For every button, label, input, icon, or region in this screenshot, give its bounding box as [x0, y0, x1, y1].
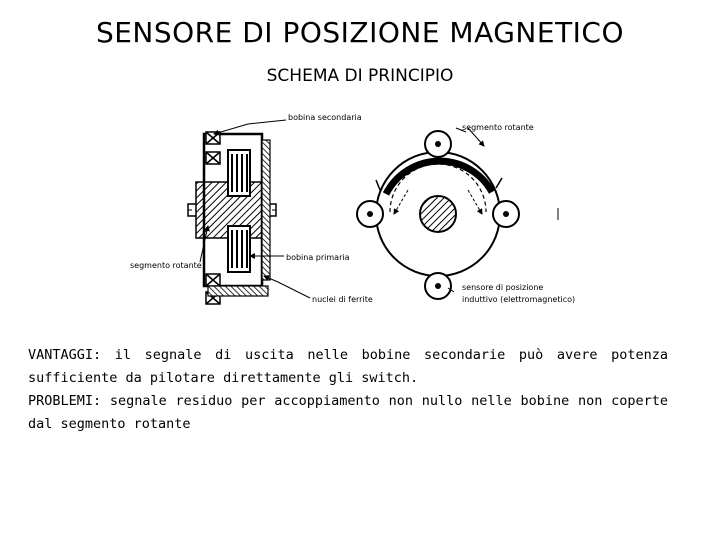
sensor-diagram [118, 106, 608, 318]
label-nuclei-di-ferrite: nuclei di ferrite [312, 295, 373, 304]
vantaggi-paragraph: VANTAGGI: il segnale di uscita nelle bobine secondarie può avere potenza sufficiente da pilotare direttamente gli switch. [28, 347, 668, 386]
page-title: SENSORE DI POSIZIONE MAGNETICO [95, 16, 625, 49]
label-bobina-primaria: bobina primaria [286, 253, 350, 262]
description-text [28, 344, 668, 436]
label-sensore-line2: induttivo (elettromagnetico) [462, 295, 576, 304]
problemi-paragraph: PROBLEMI: segnale residuo per accoppiamento non nullo nelle bobine non coperte dal segmento rotante [28, 393, 668, 432]
sensor-diagram-svg [118, 106, 608, 318]
front-view [357, 131, 558, 299]
side-section-view [188, 132, 276, 304]
label-segmento-rotante-top: segmento rotante [462, 123, 534, 132]
label-sensore-line1: sensore di posizione [462, 283, 544, 292]
label-bobina-secondaria: bobina secondaria [288, 113, 362, 122]
label-segmento-rotante-left: segmento rotante [130, 261, 202, 270]
secondary-coil-top [206, 132, 220, 164]
page-subtitle: SCHEMA DI PRINCIPIO [266, 66, 454, 86]
